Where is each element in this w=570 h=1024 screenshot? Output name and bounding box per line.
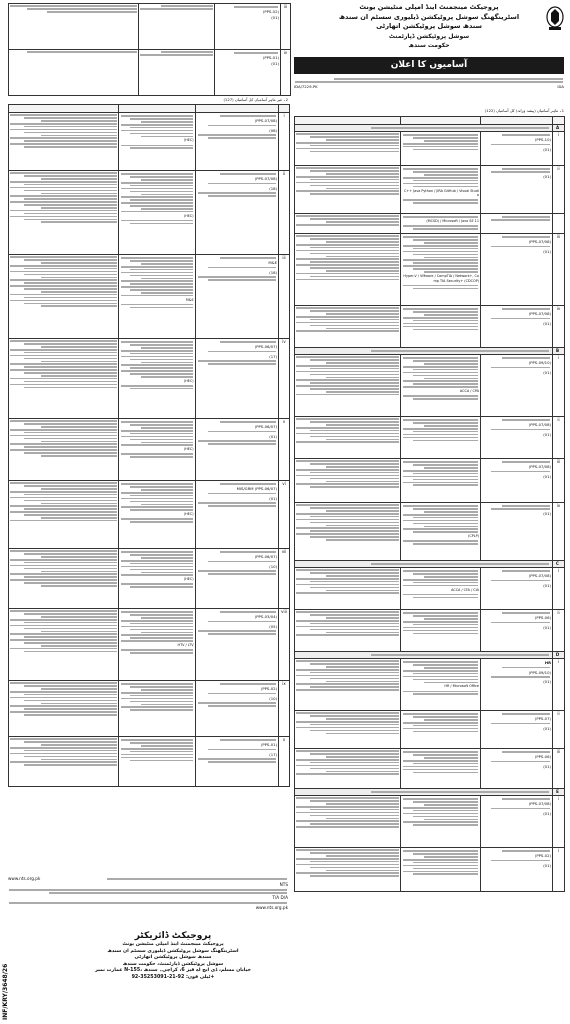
lt-post-qty: (18) [269, 269, 278, 275]
intro-ref-2: IDA [557, 84, 564, 90]
rt-post-cell [481, 610, 553, 652]
tl-qty-2: (01) [271, 60, 279, 66]
lt-post-qty: (01) [269, 495, 278, 501]
rt-qual-tag: ACCA / CFA / CIA [451, 587, 479, 592]
lt-row [9, 681, 290, 737]
rt-post-qty: (01) [543, 248, 551, 254]
rt-row [295, 711, 565, 749]
lt-duties-cell [9, 609, 119, 681]
rt-post-scale: (PPS-02) [534, 853, 551, 859]
rt-row-no: ii [553, 711, 565, 749]
lt-duties-cell [9, 481, 119, 549]
lt-post-qty: (17) [269, 751, 278, 757]
header-line-1: پروجیکٹ مینجمنٹ اینڈ امپلی منٹیشن یونٹ [359, 3, 499, 11]
header-line-5: حکومت سندھ [408, 42, 450, 49]
lt-duties-cell [9, 339, 119, 419]
rt-post-qty: (01) [543, 473, 551, 479]
rt-qualification-cell [401, 503, 481, 561]
tl-scale-1: (PPS-02) [262, 9, 279, 15]
rt-row-no: i [553, 355, 565, 417]
top-left-table [8, 3, 291, 96]
rt-duties-cell [295, 166, 401, 214]
section-a-title: 1۔ ماہر آسامیاں (پیشہ ورانہ) کل آسامیاں (122) [484, 108, 564, 113]
inf-code: INF/KRY/3648/26 [2, 963, 9, 1020]
rt-qual-tag: ACCA / CPA [459, 389, 479, 394]
rt-duties-cell [295, 796, 401, 848]
rt-row-no: i [553, 848, 565, 892]
rt-row [295, 132, 565, 166]
lt-row [9, 255, 290, 339]
rt-post-cell [481, 711, 553, 749]
rt-qualification-cell [401, 711, 481, 749]
rt-post-scale: (PPS-06) [534, 754, 551, 760]
rt-post-cell [481, 132, 553, 166]
left-vacancy-table [8, 104, 290, 787]
rt-row-no: ii [553, 166, 565, 214]
lt-row [9, 339, 290, 419]
rt-post-cell [481, 355, 553, 417]
rt-duties-cell [295, 848, 401, 892]
rt-duties-cell [295, 306, 401, 348]
lt-qualification-cell [118, 737, 195, 787]
lt-post-scale: (PPS-06/07) [254, 344, 278, 350]
rt-post-qty: (01) [543, 725, 551, 731]
tl-scale-2: (PPS-01) [262, 55, 279, 61]
rt-qualification-cell [401, 749, 481, 789]
lt-qual-tag: (HEC) [183, 512, 194, 517]
rt-qualification-cell [401, 459, 481, 503]
lt-qual-tag: (HEC) [183, 447, 194, 452]
rt-header-qual [401, 117, 481, 125]
rt-post-qty: (01) [543, 810, 551, 816]
rt-row-no: iii [553, 749, 565, 789]
lt-post-qty: (01) [269, 433, 278, 439]
government-seal-icon [545, 5, 565, 31]
rt-post-qty: (01) [543, 146, 551, 152]
rt-qual-tag: (CPLP) [468, 534, 479, 539]
lt-duties-cell [9, 113, 119, 171]
lt-row-no: iii [279, 255, 290, 339]
rt-post-cell [481, 659, 553, 711]
rt-row-no: iv [553, 306, 565, 348]
rt-post-cell [481, 417, 553, 459]
lt-post-scale: MIS/GRM (PPS-06/07) [236, 486, 278, 492]
lt-post-cell [195, 681, 278, 737]
lt-duties-cell [9, 737, 119, 787]
rt-post-cell [481, 568, 553, 610]
rt-section-row [295, 652, 553, 659]
rt-section-letter: B [553, 348, 565, 355]
rt-section-letter: C [553, 561, 565, 568]
rt-post-qty: (01) [543, 862, 551, 868]
lt-qualification-cell [118, 549, 195, 609]
lt-post-cell [195, 419, 278, 481]
rt-qual-tag: HR / Microsoft Office [444, 684, 479, 689]
rt-row-no: ii [553, 610, 565, 652]
rt-post-qty: (01) [543, 174, 551, 180]
rt-duties-cell [295, 132, 401, 166]
right-vacancy-table [294, 116, 565, 892]
rt-row [295, 166, 565, 214]
rt-post-cell [481, 503, 553, 561]
lt-row [9, 171, 290, 255]
rt-qualification-cell [401, 659, 481, 711]
rt-row-no [553, 214, 565, 234]
lt-qualification-cell [118, 609, 195, 681]
rt-post-scale: (PPS-09/10) [528, 669, 551, 675]
lt-post-cell [195, 255, 278, 339]
rt-qualification-cell [401, 306, 481, 348]
rt-qual-tag: (MCSD) / Microsoft / Java SE 11 [426, 219, 479, 224]
nts-website: www.nts.org.pk [8, 876, 41, 881]
address-line-3: سندھ سوشل پروٹیکشن اتھارٹی [134, 955, 212, 961]
rt-post-scale: (PPS-09/10) [528, 360, 551, 366]
lt-post-cell [195, 609, 278, 681]
lt-row [9, 419, 290, 481]
lt-row-no: ii [279, 171, 290, 255]
rt-duties-cell [295, 214, 401, 234]
rt-row-no: iii [553, 459, 565, 503]
rt-post-qty: (01) [543, 511, 551, 517]
rt-post-scale: (PPS-07/08) [528, 801, 551, 807]
rt-qualification-cell [401, 796, 481, 848]
rt-post-cell [481, 306, 553, 348]
rt-post-cell [481, 459, 553, 503]
rt-row-no: iv [553, 503, 565, 561]
address-line-1: پروجیکٹ مینجمنٹ اینڈ امپلی منٹیشن یونٹ [122, 942, 224, 947]
rt-header-no [553, 117, 565, 125]
lt-post-scale: M&E [268, 260, 278, 266]
rt-duties-cell [295, 610, 401, 652]
lt-post-qty: (17) [269, 353, 278, 359]
rt-post-scale: (PPS-07) [534, 716, 551, 722]
lt-post-qty: (10) [269, 695, 278, 701]
section-b-title: 2۔ غیر ماہر آسامیاں کل آسامیاں (127) [223, 97, 288, 102]
address-line-6: ٹیلی فون: 92-21-35253091-92+ [131, 974, 215, 980]
rt-qualification-cell [401, 234, 481, 306]
tl-no-1: iii [281, 4, 291, 50]
rt-post-scale: (PPS-07/08) [528, 422, 551, 428]
lt-post-scale: (PPS-03/04) [254, 614, 278, 620]
lt-row-no: viii [279, 609, 290, 681]
rt-row [295, 306, 565, 348]
rt-qualification-cell [401, 355, 481, 417]
rt-row-no: i [553, 796, 565, 848]
rt-post-scale: (PPS-06) [534, 615, 551, 621]
rt-row-no: i [553, 659, 565, 711]
address-line-5: عمارت نمبر N-155، خیابان مسلم، ڈی ایچ اے فیز 6، کراچی۔ سندھ [94, 968, 251, 974]
rt-post-scale: (PPS-10) [534, 137, 551, 143]
lt-row [9, 549, 290, 609]
rt-qualification-cell [401, 568, 481, 610]
lt-row-no: iv [279, 339, 290, 419]
rt-post-qty: (01) [543, 582, 551, 588]
lt-qualification-cell [118, 255, 195, 339]
rt-section-letter: E [553, 789, 565, 796]
rt-section-letter: A [553, 125, 565, 132]
rt-post-cell [481, 234, 553, 306]
tl-qty-1: (01) [271, 14, 279, 20]
lt-qualification-cell [118, 681, 195, 737]
lt-post-scale: (PPS-07/08) [254, 176, 278, 182]
lt-qualification-cell [118, 481, 195, 549]
lt-header-no [279, 105, 290, 113]
rt-row-no: iii [553, 234, 565, 306]
rt-row [295, 355, 565, 417]
lt-post-qty: (10) [269, 563, 278, 569]
rt-section-row [295, 789, 553, 796]
rt-row [295, 459, 565, 503]
lt-post-scale: (PPS-02) [260, 686, 278, 692]
rt-qual-tag: Hyper-V / VMware / CompTIA / Network+, Comp TIA Security+ (CDCOP) [403, 273, 479, 283]
rt-qualification-cell [401, 848, 481, 892]
rt-qualification-cell [401, 132, 481, 166]
rt-row [295, 610, 565, 652]
rt-section-letter: D [553, 652, 565, 659]
rt-row-no: i [553, 132, 565, 166]
rt-qualification-cell [401, 610, 481, 652]
lt-post-cell [195, 737, 278, 787]
rt-post-scale: (PPS-07/08) [528, 573, 551, 579]
lt-qualification-cell [118, 339, 195, 419]
nts-label: NTS [279, 882, 288, 887]
rt-row [295, 749, 565, 789]
lt-post-cell [195, 171, 278, 255]
tl-no-2: iv [281, 50, 291, 96]
rt-qualification-cell [401, 166, 481, 214]
rt-row [295, 568, 565, 610]
vacancy-banner: آسامیوں کا اعلان [294, 57, 564, 74]
lt-post-cell [195, 549, 278, 609]
lt-post-scale: (PPS-01) [260, 742, 278, 748]
rt-duties-cell [295, 355, 401, 417]
lt-qual-tag: (HEC) [183, 378, 194, 383]
rt-section-row [295, 561, 553, 568]
rt-post-qty: (01) [543, 763, 551, 769]
lt-qualification-cell [118, 171, 195, 255]
rt-post-cell [481, 796, 553, 848]
lt-post-scale: (PPS-06/07) [254, 554, 278, 560]
rt-row [295, 796, 565, 848]
lt-qual-tag: M&E [185, 297, 194, 302]
rt-duties-cell [295, 749, 401, 789]
rt-qual-tag: C++ Java Python / JIRA GitHub / Visual Studio [403, 188, 479, 198]
intro-paragraph [294, 77, 564, 99]
lt-qual-tag: (HEC) [183, 138, 194, 143]
lt-post-cell [195, 481, 278, 549]
rt-row [295, 503, 565, 561]
rt-row [295, 234, 565, 306]
rt-header-post [481, 117, 553, 125]
header-line-3: سندھ سوشل پروٹیکشن اتھارٹی [376, 22, 482, 30]
rt-row-no: i [553, 568, 565, 610]
rt-post-cell [481, 214, 553, 234]
lt-row-no: ix [279, 681, 290, 737]
rt-post-qty: (01) [543, 431, 551, 437]
lt-qual-tag: (HEC) [183, 577, 194, 582]
address-line-4: سوشل پروٹیکشن ڈپارٹمنٹ، حکومت سندھ [122, 961, 224, 967]
nts-website-2: www.nts.org.pk [255, 905, 288, 911]
lt-header-qual [118, 105, 195, 113]
lt-duties-cell [9, 255, 119, 339]
lt-post-cell [195, 339, 278, 419]
lt-row-no: x [279, 737, 290, 787]
rt-post-qty: (01) [543, 624, 551, 630]
lt-duties-cell [9, 681, 119, 737]
rt-row [295, 848, 565, 892]
rt-post-cell [481, 166, 553, 214]
rt-header-duties [295, 117, 401, 125]
lt-post-qty: (05) [269, 623, 278, 629]
rt-post-qty: (01) [543, 369, 551, 375]
lt-header-post [195, 105, 278, 113]
rt-duties-cell [295, 459, 401, 503]
lt-row-no: vii [279, 549, 290, 609]
advertisement-header [293, 3, 565, 55]
rt-row [295, 417, 565, 459]
rt-qualification-cell [401, 417, 481, 459]
address-line-2: اسٹرینگھنگ سوشل پروٹیکشن ڈیلیوری سسٹم ان سندھ [107, 948, 239, 954]
lt-row-no: v [279, 419, 290, 481]
header-line-4: سوشل پروٹیکشن ڈپارٹمنٹ [388, 32, 470, 40]
project-director-block [68, 930, 278, 982]
lt-post-qty: (08) [269, 127, 278, 133]
lt-duties-cell [9, 419, 119, 481]
lt-duties-cell [9, 549, 119, 609]
lt-row-no: i [279, 113, 290, 171]
rt-post-qty: (01) [543, 320, 551, 326]
rt-post-cell [481, 749, 553, 789]
lt-post-qty: (18) [269, 185, 278, 191]
lt-post-cell [195, 113, 278, 171]
header-line-2: اسٹرینگھنگ سوشل پروٹیکشن ڈیلیوری سسٹم ان سندھ [338, 12, 520, 21]
rt-duties-cell [295, 417, 401, 459]
lt-qual-tag: (HEC) [183, 213, 194, 218]
rt-section-row [295, 348, 553, 355]
rt-row-no: ii [553, 417, 565, 459]
lt-row [9, 609, 290, 681]
lt-qualification-cell [118, 419, 195, 481]
lt-header-duties [9, 105, 119, 113]
rt-post-cell [481, 848, 553, 892]
lt-post-scale: (PPS-07/08) [254, 118, 278, 124]
lt-row [9, 737, 290, 787]
rt-row [295, 214, 565, 234]
director-title: پروجیکٹ ڈائریکٹر [134, 931, 212, 941]
rt-post-scale: (PPS-07/08) [528, 311, 551, 317]
lt-qualification-cell [118, 113, 195, 171]
rt-post-qty: (01) [543, 679, 551, 685]
rt-duties-cell [295, 503, 401, 561]
rt-row [295, 659, 565, 711]
lt-row [9, 481, 290, 549]
rt-duties-cell [295, 234, 401, 306]
rt-post-scale: (PPS-07/08) [528, 239, 551, 245]
lt-row-no: vi [279, 481, 290, 549]
rt-post-scale: (PPS-07/08) [528, 464, 551, 470]
rt-duties-cell [295, 711, 401, 749]
intro-ref: IDA/7229-PK [294, 84, 318, 90]
rt-qualification-cell [401, 214, 481, 234]
rt-duties-cell [295, 568, 401, 610]
rt-duties-cell [295, 659, 401, 711]
ta-da-note: T/A D/A [272, 895, 288, 901]
lt-post-scale: (PPS-06/07) [254, 424, 278, 430]
lt-qual-tag: HTV / LTV [177, 643, 194, 648]
rt-post-title: HR [544, 660, 551, 665]
lt-duties-cell [9, 171, 119, 255]
lt-row [9, 113, 290, 171]
rt-section-row [295, 125, 553, 132]
